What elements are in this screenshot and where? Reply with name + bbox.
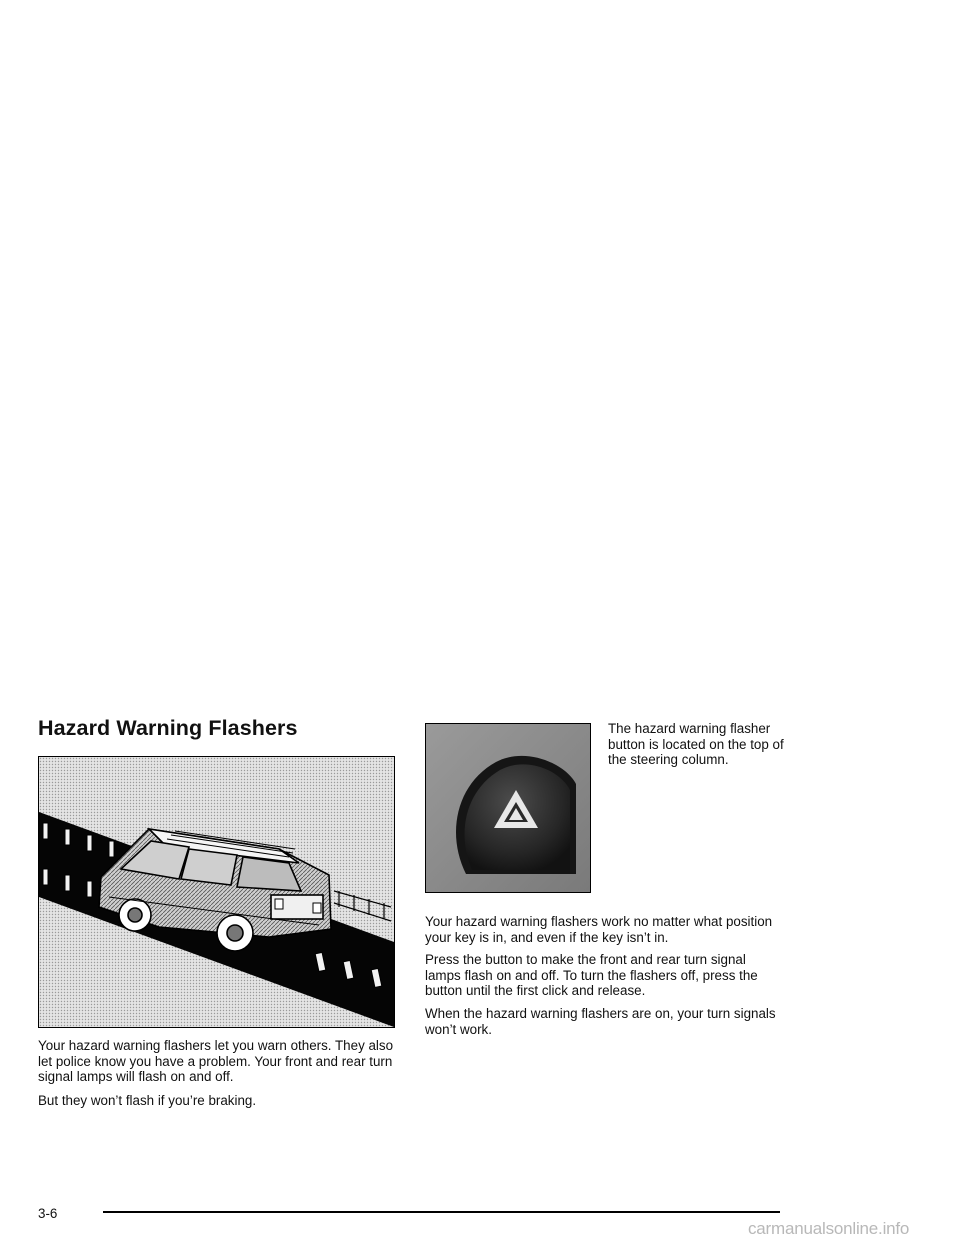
hazard-triangle-icon (426, 724, 590, 892)
paragraph-press-button: Press the button to make the front and rear turn signal lamps flash on and off. To turn the flashers off, press the button until the first click and release. (425, 952, 758, 998)
button-caption: The hazard warning flasher button is located on the top of the steering column. (608, 721, 784, 767)
hazard-button-photo (425, 723, 591, 893)
paragraph-braking: But they won’t flash if you’re braking. (38, 1093, 257, 1108)
section-title: Hazard Warning Flashers (38, 716, 298, 740)
paragraph-key-position: Your hazard warning flashers work no matter what position your key is in, and even if the key isn’t in. (425, 914, 773, 945)
suv-flashing-icon (39, 757, 394, 1027)
suv-illustration (38, 756, 395, 1028)
page-number: 3-6 (38, 1206, 58, 1221)
footer-rule (103, 1211, 780, 1213)
paragraph-intro: Your hazard warning flashers let you warn others. They also let police know you have a problem. Your front and rear turn signal lamps will flash on and off. (38, 1038, 394, 1084)
paragraph-turn-signals: When the hazard warning flashers are on, your turn signals won’t work. (425, 1006, 776, 1037)
watermark: carmanualsonline.info (748, 1219, 910, 1238)
